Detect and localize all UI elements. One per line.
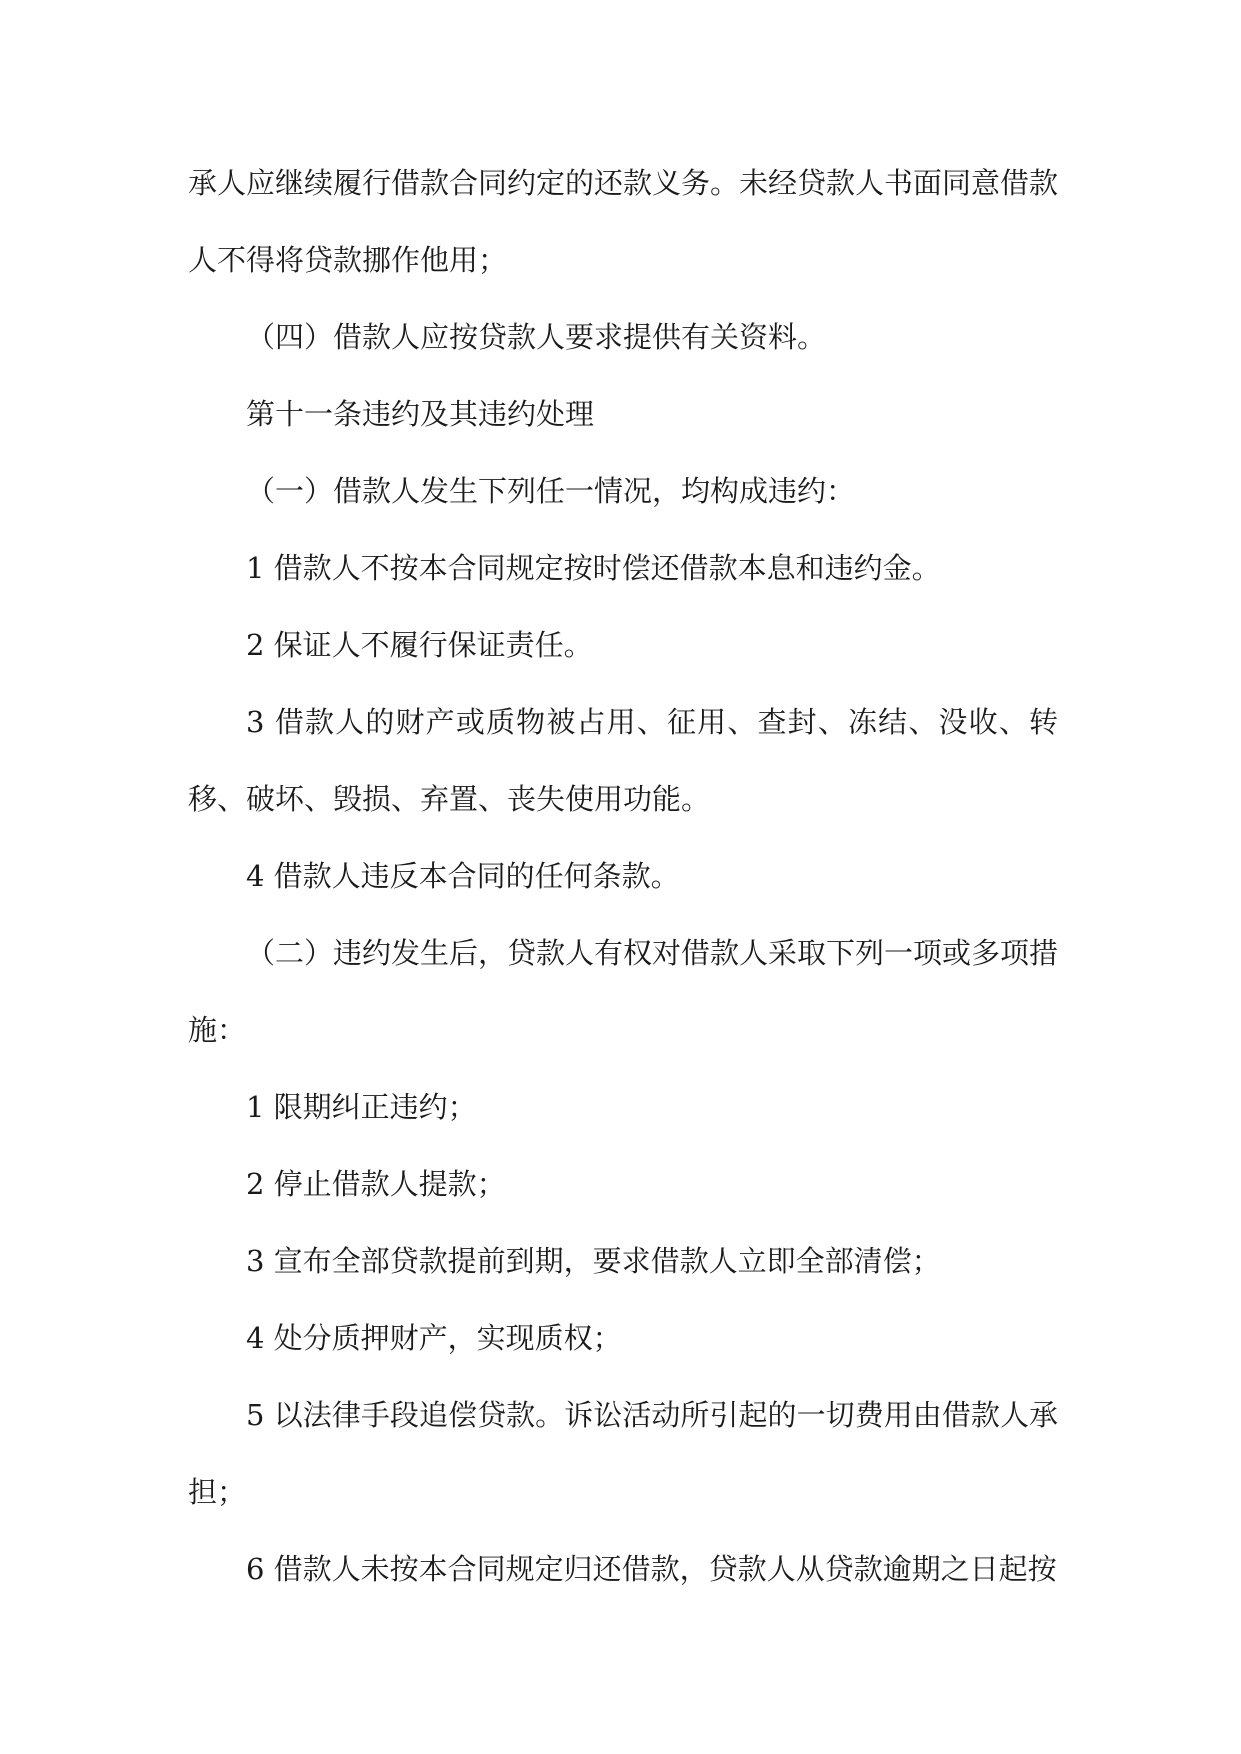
default-case-2: 2 保证人不履行保证责任。	[246, 628, 593, 662]
paragraph-default-intro: （一）借款人发生下列任一情况，均构成违约：	[246, 474, 856, 508]
remedy-4: 4 处分质押财产，实现质权；	[246, 1321, 622, 1355]
default-case-1: 1 借款人不按本合同规定按时偿还借款本息和违约金。	[246, 551, 941, 585]
default-case-4: 4 借款人违反本合同的任何条款。	[246, 859, 680, 893]
section-heading-article-11: 第十一条违约及其违约处理	[246, 397, 595, 431]
remedy-6: 6 借款人未按本合同规定归还借款，贷款人从贷款逾期之日起按	[246, 1552, 1057, 1586]
paragraph-remedies-intro: （二）违约发生后，贷款人有权对借款人采取下列一项或多项措施：	[188, 936, 1059, 1047]
remedy-1: 1 限期纠正违约；	[246, 1090, 477, 1124]
remedy-5: 5 以法律手段追偿贷款。诉讼活动所引起的一切费用由借款人承担；	[188, 1398, 1058, 1509]
paragraph-item-four: （四）借款人应按贷款人要求提供有关资料。	[246, 320, 827, 354]
default-case-3: 3 借款人的财产或质物被占用、征用、查封、冻结、没收、转移、破坏、毁损、弃置、丧失使用功能。	[188, 705, 1058, 816]
document-body	[188, 145, 1058, 1608]
paragraph-continuation: 承人应继续履行借款合同约定的还款义务。未经贷款人书面同意借款人不得将贷款挪作他用；	[188, 166, 1059, 277]
remedy-2: 2 停止借款人提款；	[246, 1167, 506, 1201]
remedy-3: 3 宣布全部贷款提前到期，要求借款人立即全部清偿；	[246, 1244, 941, 1278]
